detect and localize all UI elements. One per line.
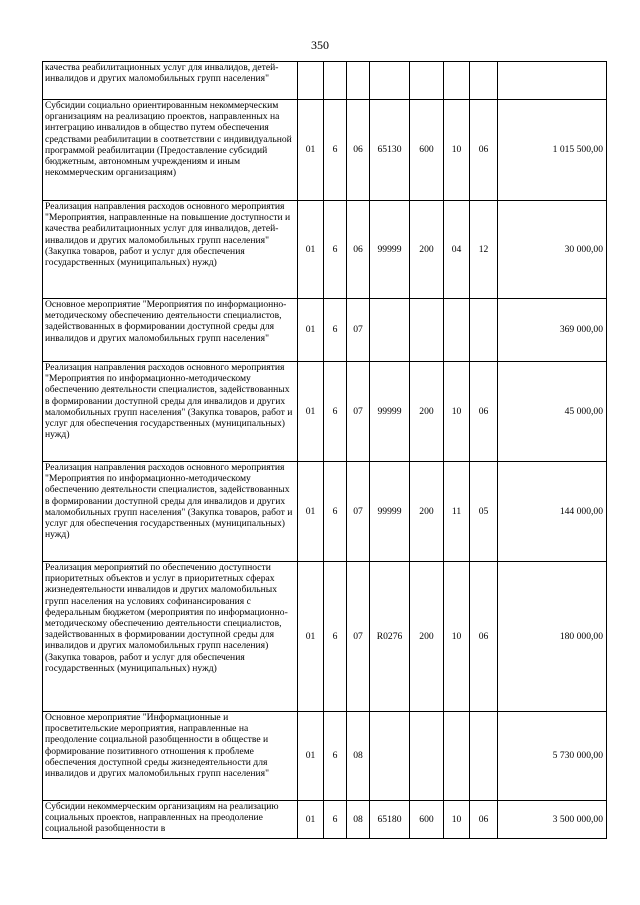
row-description: Субсидии социально ориентированным некоммерческим организациям на реализацию проектов, направленных на интеграцию инвалидов в общество путем обеспечения средствами реабилитации в соответствии с индивидуальной программой реабилитации (Предоставление субсидий бюджетным, автономным учреждениям и иным некоммерческим организациям) [43, 100, 298, 201]
subsection-code [470, 62, 498, 100]
page-number: 350 [311, 38, 329, 52]
section-code: 11 [444, 462, 470, 562]
table-row [43, 712, 607, 801]
program-code: 01 [298, 362, 324, 462]
subprogram-code: 6 [324, 562, 347, 712]
expense-direction-code [370, 712, 410, 801]
expense-direction-code [370, 299, 410, 362]
expense-direction-code: R0276 [370, 562, 410, 712]
event-code: 07 [347, 462, 370, 562]
expense-type-code: 600 [410, 100, 444, 201]
section-code: 10 [444, 562, 470, 712]
subprogram-code: 6 [324, 712, 347, 801]
row-description: качества реабилитационных услуг для инвалидов, детей-инвалидов и других маломобильных групп населения" [43, 62, 298, 100]
program-code [298, 62, 324, 100]
row-description: Основное мероприятие "Мероприятия по информационно-методическому обеспечению деятельности специалистов, задействованных в формировании доступной среды для инвалидов и других маломобильных групп населения" [43, 299, 298, 362]
expense-direction-code: 99999 [370, 201, 410, 299]
table-row [43, 201, 607, 299]
event-code: 07 [347, 362, 370, 462]
program-code: 01 [298, 562, 324, 712]
table-row [43, 562, 607, 712]
budget-table [42, 61, 607, 839]
event-code: 06 [347, 100, 370, 201]
event-code [347, 62, 370, 100]
subprogram-code: 6 [324, 362, 347, 462]
subprogram-code: 6 [324, 100, 347, 201]
expense-direction-code [370, 62, 410, 100]
amount: 45 000,00 [498, 362, 607, 462]
section-code [444, 62, 470, 100]
amount: 369 000,00 [498, 299, 607, 362]
amount [498, 62, 607, 100]
amount: 144 000,00 [498, 462, 607, 562]
expense-direction-code: 99999 [370, 462, 410, 562]
subsection-code: 05 [470, 462, 498, 562]
expense-type-code [410, 62, 444, 100]
expense-type-code: 200 [410, 201, 444, 299]
row-description: Реализация направления расходов основного мероприятия "Мероприятия по информационно-методическому обеспечению деятельности специалистов, задействованных в формировании доступной среды для инвалидов и других маломобильных групп населения" (Закупка товаров, работ и услуг для обеспечения государственных (муниципальных) нужд) [43, 362, 298, 462]
subsection-code: 06 [470, 362, 498, 462]
amount: 30 000,00 [498, 201, 607, 299]
subsection-code: 06 [470, 100, 498, 201]
row-description: Основное мероприятие "Информационные и просветительские мероприятия, направленные на преодоление социальной разобщенности в обществе и формирование позитивного отношения к проблеме обеспечения доступной среды жизнедеятельности для инвалидов и других маломобильных групп населения" [43, 712, 298, 801]
program-code: 01 [298, 712, 324, 801]
table-row [43, 100, 607, 201]
expense-type-code: 600 [410, 801, 444, 839]
program-code: 01 [298, 299, 324, 362]
expense-type-code [410, 299, 444, 362]
section-code: 10 [444, 362, 470, 462]
expense-type-code: 200 [410, 462, 444, 562]
subprogram-code: 6 [324, 801, 347, 839]
amount: 5 730 000,00 [498, 712, 607, 801]
subsection-code: 12 [470, 201, 498, 299]
section-code: 04 [444, 201, 470, 299]
expense-direction-code: 65130 [370, 100, 410, 201]
event-code: 08 [347, 712, 370, 801]
subsection-code [470, 299, 498, 362]
subprogram-code [324, 62, 347, 100]
program-code: 01 [298, 462, 324, 562]
table-row [43, 801, 607, 839]
event-code: 07 [347, 562, 370, 712]
table-row [43, 299, 607, 362]
section-code [444, 299, 470, 362]
program-code: 01 [298, 801, 324, 839]
subprogram-code: 6 [324, 299, 347, 362]
row-description: Реализация направления расходов основного мероприятия "Мероприятия по информационно-методическому обеспечению деятельности специалистов, задействованных в формировании доступной среды для инвалидов и других маломобильных групп населения" (Закупка товаров, работ и услуг для обеспечения государственных (муниципальных) нужд) [43, 462, 298, 562]
expense-type-code: 200 [410, 562, 444, 712]
program-code: 01 [298, 201, 324, 299]
row-description: Реализация мероприятий по обеспечению доступности приоритетных объектов и услуг в приоритетных сферах жизнедеятельности инвалидов и других маломобильных групп населения на условиях софинансирования с федеральным бюджетом (мероприятия по информационно-методическому обеспечению деятельности специалистов, задействованных в формировании доступной среды для инвалидов и других маломобильных групп населения) (Закупка товаров, работ и услуг для обеспечения государственных (муниципальных) нужд) [43, 562, 298, 712]
table-row [43, 62, 607, 100]
table-row [43, 462, 607, 562]
event-code: 06 [347, 201, 370, 299]
amount: 3 500 000,00 [498, 801, 607, 839]
table-row [43, 362, 607, 462]
subsection-code [470, 712, 498, 801]
section-code: 10 [444, 100, 470, 201]
expense-type-code [410, 712, 444, 801]
section-code: 10 [444, 801, 470, 839]
event-code: 07 [347, 299, 370, 362]
expense-type-code: 200 [410, 362, 444, 462]
amount: 180 000,00 [498, 562, 607, 712]
row-description: Реализация направления расходов основного мероприятия "Мероприятия, направленные на повышение доступности и качества реабилитационных услуг для инвалидов, детей-инвалидов и других маломобильных групп населения" (Закупка товаров, работ и услуг для обеспечения государственных (муниципальных) нужд) [43, 201, 298, 299]
program-code: 01 [298, 100, 324, 201]
section-code [444, 712, 470, 801]
row-description: Субсидии некоммерческим организациям на реализацию социальных проектов, направленных на преодоление социальной разобщенности в [43, 801, 298, 839]
expense-direction-code: 65180 [370, 801, 410, 839]
subsection-code: 06 [470, 801, 498, 839]
subprogram-code: 6 [324, 462, 347, 562]
expense-direction-code: 99999 [370, 362, 410, 462]
event-code: 08 [347, 801, 370, 839]
subprogram-code: 6 [324, 201, 347, 299]
subsection-code: 06 [470, 562, 498, 712]
amount: 1 015 500,00 [498, 100, 607, 201]
